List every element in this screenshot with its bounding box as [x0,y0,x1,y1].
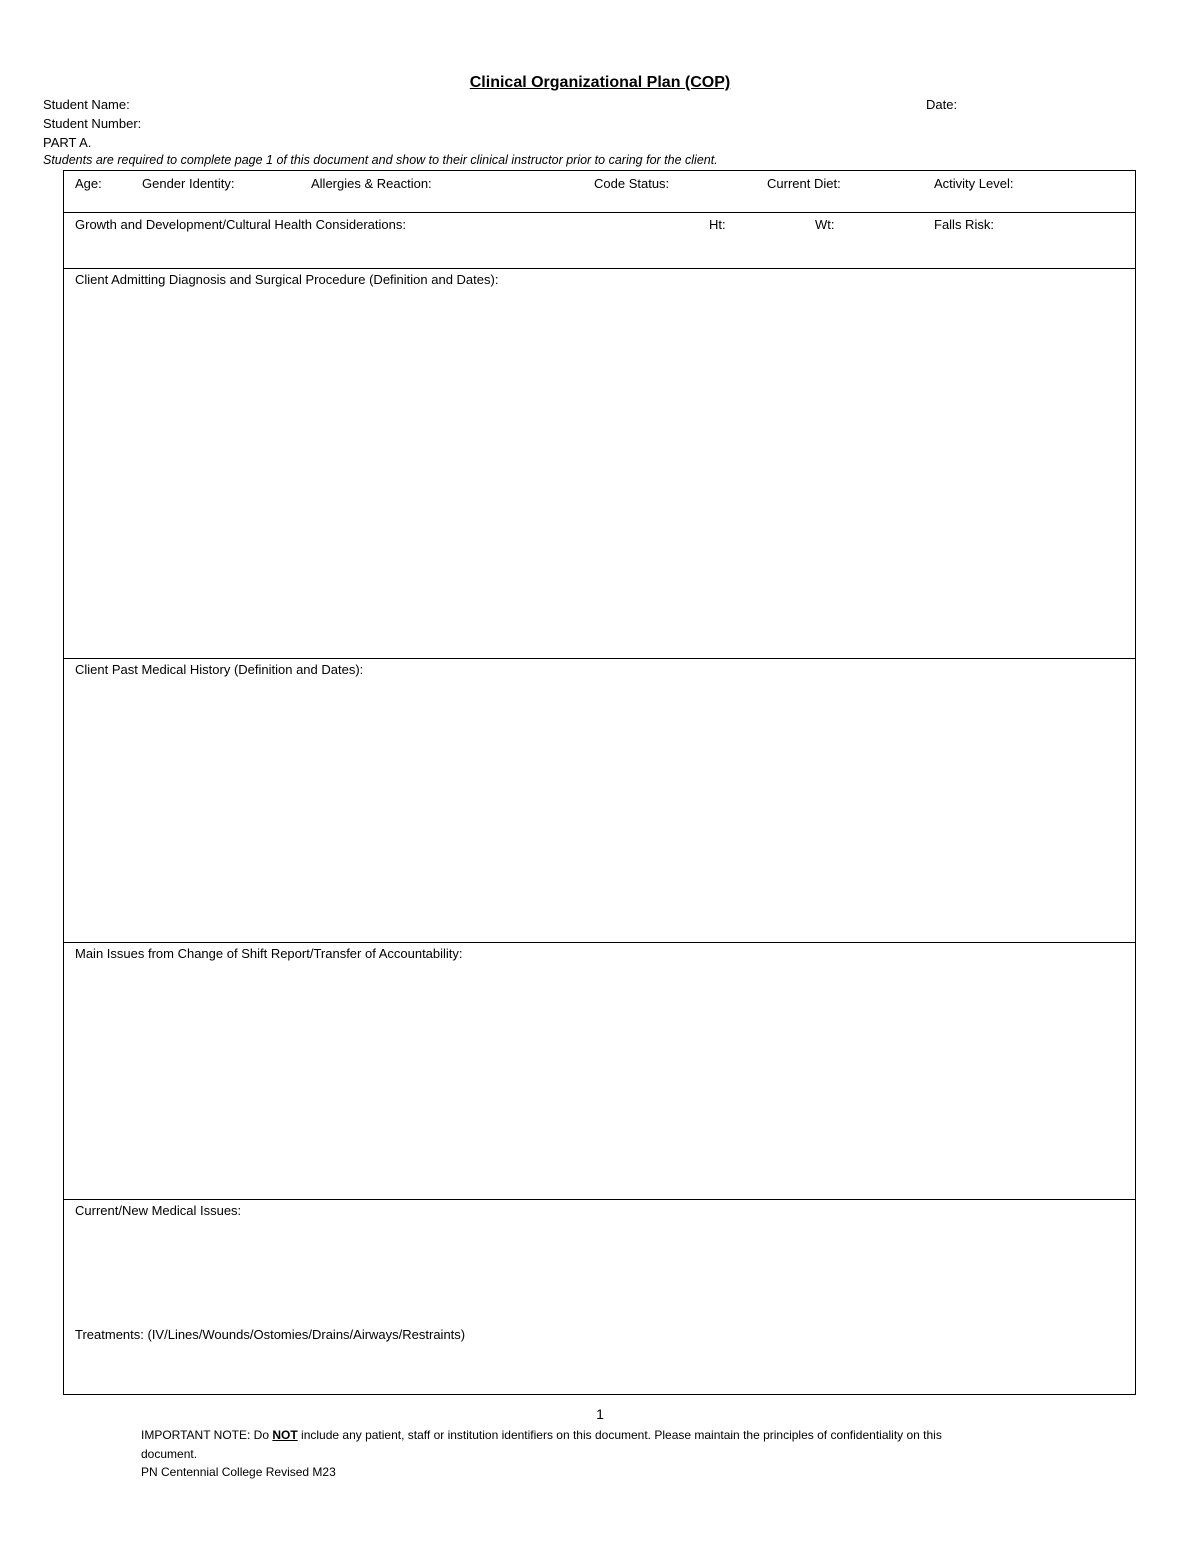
note-prefix: IMPORTANT NOTE: Do [141,1428,273,1442]
document-title: Clinical Organizational Plan (COP) [469,74,731,91]
current-issues-section [64,1200,1135,1395]
code-status-label: Code Status: [594,176,670,191]
current-diet-label: Current Diet: [767,176,841,191]
past-medical-history-section [64,659,1135,943]
height-label: Ht: [709,217,726,232]
instructions-text: Students are required to complete page 1 of this document and show to their clinical instructor prior to caring for the client. [43,153,718,167]
note-suffix: include any patient, staff or institution identifiers on this document. Please maintain the principles of confidentiality on this document. [141,1428,942,1461]
admitting-diagnosis-section [64,269,1135,659]
gender-identity-label: Gender Identity: [142,176,235,191]
allergies-label: Allergies & Reaction: [311,176,432,191]
age-label: Age: [75,176,102,191]
cop-form-table [63,170,1136,1395]
main-issues-label: Main Issues from Change of Shift Report/Transfer of Accountability: [75,946,463,961]
date-label: Date: [926,97,958,112]
weight-label: Wt: [815,217,835,232]
important-note [141,1426,1001,1464]
revision-footer: PN Centennial College Revised M23 [141,1465,336,1479]
falls-risk-label: Falls Risk: [934,217,994,232]
demographics-row [64,171,1135,213]
student-name-label: Student Name: [43,97,130,112]
current-medical-issues-label: Current/New Medical Issues: [75,1203,242,1218]
treatments-label: Treatments: (IV/Lines/Wounds/Ostomies/Drains/Airways/Restraints) [75,1327,466,1342]
growth-development-label: Growth and Development/Cultural Health Considerations: [75,217,406,232]
part-label: PART A. [43,135,92,150]
note-emphasis: NOT [272,1428,298,1442]
main-issues-section [64,943,1135,1200]
student-number-label: Student Number: [43,116,142,131]
activity-level-label: Activity Level: [934,176,1014,191]
past-medical-history-label: Client Past Medical History (Definition and Dates): [75,662,364,677]
admitting-diagnosis-label: Client Admitting Diagnosis and Surgical Procedure (Definition and Dates): [75,272,499,287]
page-number: 1 [596,1406,604,1422]
growth-row [64,213,1135,269]
